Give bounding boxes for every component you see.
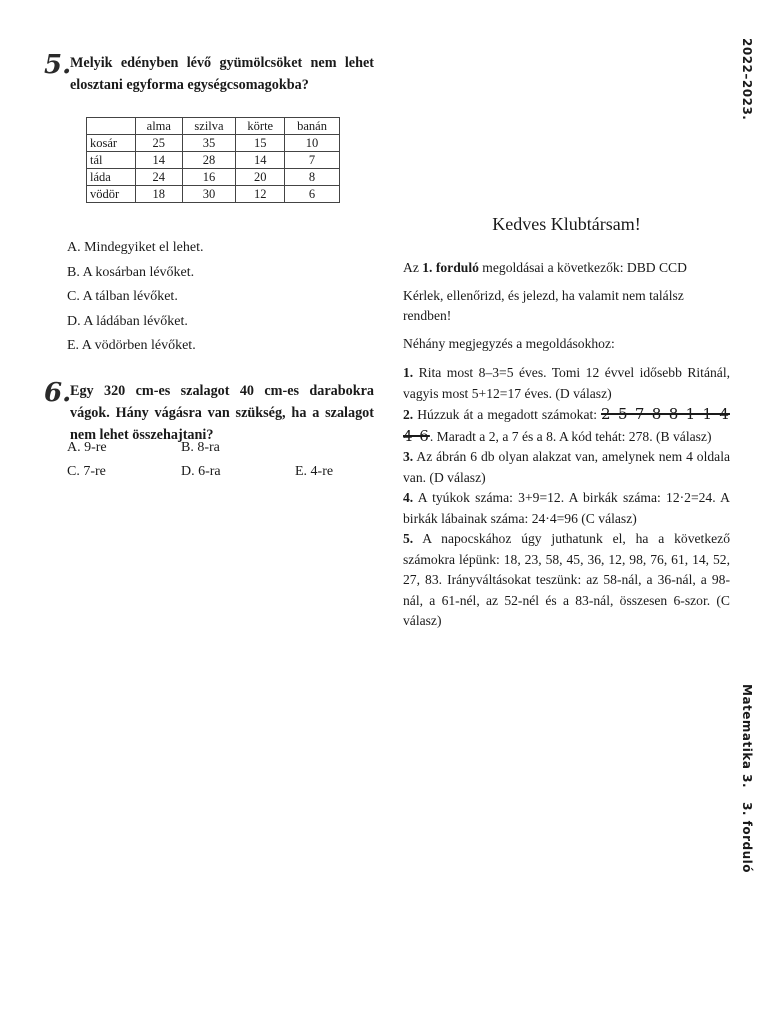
note-text: Húzzuk át a megadott számokat: bbox=[413, 407, 602, 422]
table-cell: 18 bbox=[136, 186, 183, 203]
row-label: kosár bbox=[87, 135, 136, 152]
table-header: banán bbox=[285, 118, 340, 135]
table-cell: 15 bbox=[236, 135, 285, 152]
table-cell: 25 bbox=[136, 135, 183, 152]
answer-option-e: E. A vödörben lévőket. bbox=[67, 338, 196, 353]
table-cell: 10 bbox=[285, 135, 340, 152]
table-cell: 28 bbox=[182, 152, 236, 169]
crossed-digits: 2 5 7 8 8 1 1 4 4 6 bbox=[403, 405, 730, 445]
note-5 bbox=[403, 529, 730, 632]
table-cell: 7 bbox=[285, 152, 340, 169]
table-row bbox=[87, 186, 340, 203]
table-cell: 20 bbox=[236, 169, 285, 186]
table-row bbox=[87, 152, 340, 169]
question-text: Egy 320 cm-es szalagot 40 cm-es darabokra vágok. Hány vágásra van szükség, ha a szalagot nem lehet összehajtani? bbox=[70, 383, 374, 443]
table-cell: 24 bbox=[136, 169, 183, 186]
question-number: 6. bbox=[44, 378, 72, 408]
table-cell: 14 bbox=[236, 152, 285, 169]
note-number: 5. bbox=[403, 531, 414, 546]
solutions-intro bbox=[403, 258, 730, 279]
table-header: alma bbox=[136, 118, 183, 135]
row-label: tál bbox=[87, 152, 136, 169]
note-3 bbox=[403, 447, 730, 488]
note-text: . Maradt a 2, a 7 és a 8. A kód tehát: 278. (B válasz) bbox=[429, 428, 712, 444]
note-text: A tyúkok száma: 3+9=12. A birkák száma: 12·2=24. A birkák lábainak száma: 24·4=96 (C válasz) bbox=[403, 490, 730, 526]
question-text: Melyik edényben lévő gyümölcsöket nem lehet elosztani egyforma egységcsomagokba? bbox=[70, 55, 374, 93]
row-label: vödör bbox=[87, 186, 136, 203]
note-number: 3. bbox=[403, 449, 414, 464]
table-cell: 14 bbox=[136, 152, 183, 169]
answer-option-c: C. 7-re bbox=[67, 464, 106, 479]
answer-option-c: C. A tálban lévőket. bbox=[67, 289, 178, 304]
check-request: Kérlek, ellenőrizd, és jelezd, ha valamit nem találsz rendben! bbox=[403, 287, 684, 323]
table-header: körte bbox=[236, 118, 285, 135]
intro-text: Az bbox=[403, 260, 423, 275]
round-label: 1. forduló bbox=[422, 260, 479, 275]
question-5 bbox=[44, 52, 374, 96]
table-cell: 35 bbox=[182, 135, 236, 152]
subject-round-label: Matematika 3. 3. forduló bbox=[740, 684, 754, 874]
answer-option-b: B. 8-ra bbox=[181, 440, 220, 455]
notes-header: Néhány megjegyzés a megoldásokhoz: bbox=[403, 335, 615, 351]
note-text: Rita most 8–3=5 éves. Tomi 12 évvel idősebb Ritánál, vagyis most 5+12=17 éves. (D válasz) bbox=[403, 365, 730, 401]
answer-option-e: E. 4-re bbox=[295, 464, 334, 479]
note-text: A napocskához úgy juthatunk el, ha a következő számokra lépünk: 18, 23, 58, 45, 36, 12, 98, 76, 61, 14, 52, 27, 83. Irányváltásokat teszünk: az 58-nál, a 36-nál, a 98-nál, a 61-nél, az 52-nél és a 83-nál, összesen 6-szor. (C válasz) bbox=[403, 531, 730, 628]
table-row bbox=[87, 135, 340, 152]
table-cell: 12 bbox=[236, 186, 285, 203]
table-cell: 16 bbox=[182, 169, 236, 186]
table-cell: 30 bbox=[182, 186, 236, 203]
answer-option-a: A. 9-re bbox=[67, 440, 107, 455]
note-number: 4. bbox=[403, 490, 414, 505]
question-5-options bbox=[67, 236, 203, 359]
row-label: láda bbox=[87, 169, 136, 186]
table-row bbox=[87, 169, 340, 186]
solutions-title: Kedves Klubtársam! bbox=[492, 214, 641, 234]
answer-option-d: D. A ládában lévőket. bbox=[67, 313, 188, 329]
question-6-options bbox=[67, 436, 367, 496]
question-number: 5. bbox=[44, 50, 72, 80]
note-2 bbox=[403, 404, 730, 447]
table-header: szilva bbox=[182, 118, 236, 135]
school-year-label: 2022–2023. bbox=[740, 38, 754, 121]
note-1 bbox=[403, 363, 730, 404]
solutions-body bbox=[403, 258, 730, 632]
answer-option-d: D. 6-ra bbox=[181, 464, 221, 479]
table-header bbox=[87, 118, 136, 135]
note-number: 1. bbox=[403, 365, 414, 380]
note-number: 2. bbox=[403, 407, 414, 422]
fruit-table bbox=[86, 117, 340, 203]
answer-option-b: B. A kosárban lévőket. bbox=[67, 264, 195, 280]
answer-key: megoldásai a következők: DBD CCD bbox=[478, 260, 687, 275]
note-4 bbox=[403, 488, 730, 529]
table-cell: 6 bbox=[285, 186, 340, 203]
note-text: Az ábrán 6 db olyan alakzat van, amelynek nem 4 oldala van. (D válasz) bbox=[403, 449, 730, 485]
table-header-row bbox=[87, 118, 340, 135]
table-cell: 8 bbox=[285, 169, 340, 186]
answer-option-a: A. Mindegyiket el lehet. bbox=[67, 240, 204, 255]
